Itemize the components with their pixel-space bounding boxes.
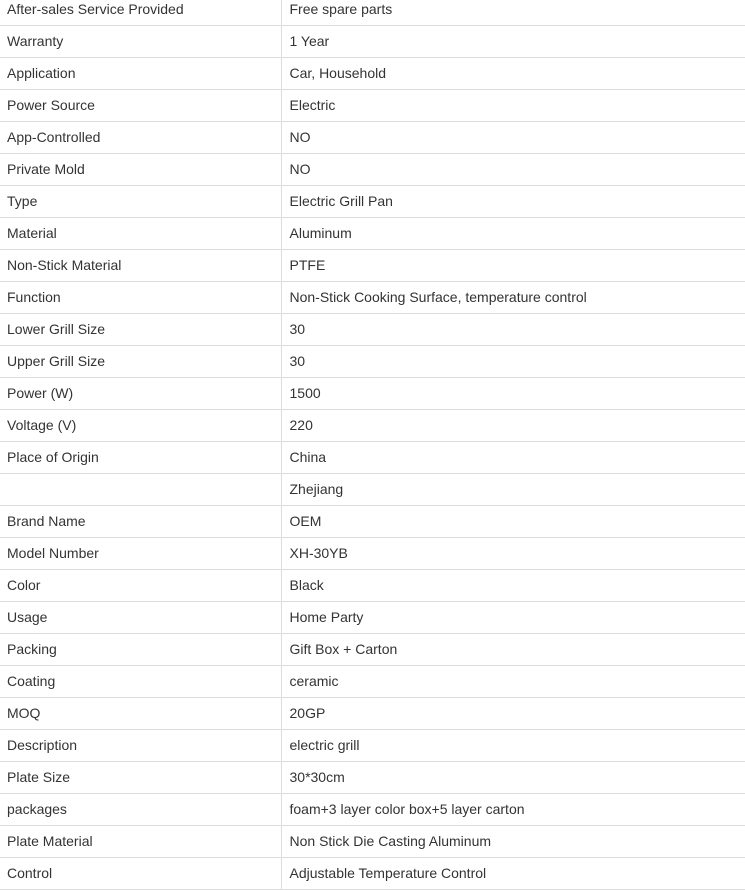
spec-label: App-Controlled [0, 122, 281, 154]
spec-value: electric grill [281, 730, 745, 762]
spec-label: Packing [0, 634, 281, 666]
spec-row [0, 794, 745, 826]
spec-row [0, 218, 745, 250]
spec-label: Place of Origin [0, 442, 281, 474]
spec-value: PTFE [281, 250, 745, 282]
spec-row [0, 186, 745, 218]
spec-row [0, 826, 745, 858]
spec-label: Control [0, 858, 281, 890]
spec-value: 20GP [281, 698, 745, 730]
spec-value: NO [281, 122, 745, 154]
spec-value: Car, Household [281, 58, 745, 90]
spec-value: Aluminum [281, 218, 745, 250]
spec-row [0, 698, 745, 730]
spec-value: Non-Stick Cooking Surface, temperature control [281, 282, 745, 314]
spec-row [0, 314, 745, 346]
spec-value: XH-30YB [281, 538, 745, 570]
spec-value: NO [281, 154, 745, 186]
spec-label: Brand Name [0, 506, 281, 538]
spec-label: Upper Grill Size [0, 346, 281, 378]
spec-row [0, 634, 745, 666]
spec-label: Usage [0, 602, 281, 634]
spec-row [0, 666, 745, 698]
spec-label: Non-Stick Material [0, 250, 281, 282]
spec-row [0, 730, 745, 762]
spec-value: 30*30cm [281, 762, 745, 794]
spec-row [0, 154, 745, 186]
spec-label: Material [0, 218, 281, 250]
spec-row [0, 442, 745, 474]
spec-row [0, 282, 745, 314]
spec-label: After-sales Service Provided [0, 0, 281, 26]
spec-row [0, 90, 745, 122]
spec-value: Electric Grill Pan [281, 186, 745, 218]
spec-label: Plate Material [0, 826, 281, 858]
spec-row [0, 762, 745, 794]
spec-value: Black [281, 570, 745, 602]
spec-label: Coating [0, 666, 281, 698]
spec-label: Plate Size [0, 762, 281, 794]
spec-row [0, 570, 745, 602]
spec-row [0, 26, 745, 58]
spec-row [0, 122, 745, 154]
spec-value: Free spare parts [281, 0, 745, 26]
spec-row [0, 410, 745, 442]
spec-row [0, 346, 745, 378]
spec-value: 30 [281, 314, 745, 346]
spec-row [0, 506, 745, 538]
spec-label: Application [0, 58, 281, 90]
spec-label: Private Mold [0, 154, 281, 186]
spec-label [0, 474, 281, 506]
spec-value: OEM [281, 506, 745, 538]
spec-value: 30 [281, 346, 745, 378]
spec-value: Zhejiang [281, 474, 745, 506]
spec-row [0, 474, 745, 506]
spec-label: Power Source [0, 90, 281, 122]
spec-label: Description [0, 730, 281, 762]
spec-row [0, 378, 745, 410]
spec-label: Power (W) [0, 378, 281, 410]
spec-row [0, 602, 745, 634]
spec-row [0, 0, 745, 26]
spec-row [0, 58, 745, 90]
spec-label: Type [0, 186, 281, 218]
spec-label: packages [0, 794, 281, 826]
spec-value: Adjustable Temperature Control [281, 858, 745, 890]
spec-label: Voltage (V) [0, 410, 281, 442]
spec-value: 1 Year [281, 26, 745, 58]
spec-value: ceramic [281, 666, 745, 698]
spec-value: 1500 [281, 378, 745, 410]
spec-value: Electric [281, 90, 745, 122]
spec-row [0, 538, 745, 570]
spec-value: Home Party [281, 602, 745, 634]
spec-value: foam+3 layer color box+5 layer carton [281, 794, 745, 826]
spec-value: Non Stick Die Casting Aluminum [281, 826, 745, 858]
spec-label: Lower Grill Size [0, 314, 281, 346]
spec-label: MOQ [0, 698, 281, 730]
spec-value: China [281, 442, 745, 474]
spec-row [0, 250, 745, 282]
spec-value: Gift Box + Carton [281, 634, 745, 666]
spec-label: Color [0, 570, 281, 602]
spec-label: Function [0, 282, 281, 314]
spec-value: 220 [281, 410, 745, 442]
spec-label: Model Number [0, 538, 281, 570]
spec-label: Warranty [0, 26, 281, 58]
